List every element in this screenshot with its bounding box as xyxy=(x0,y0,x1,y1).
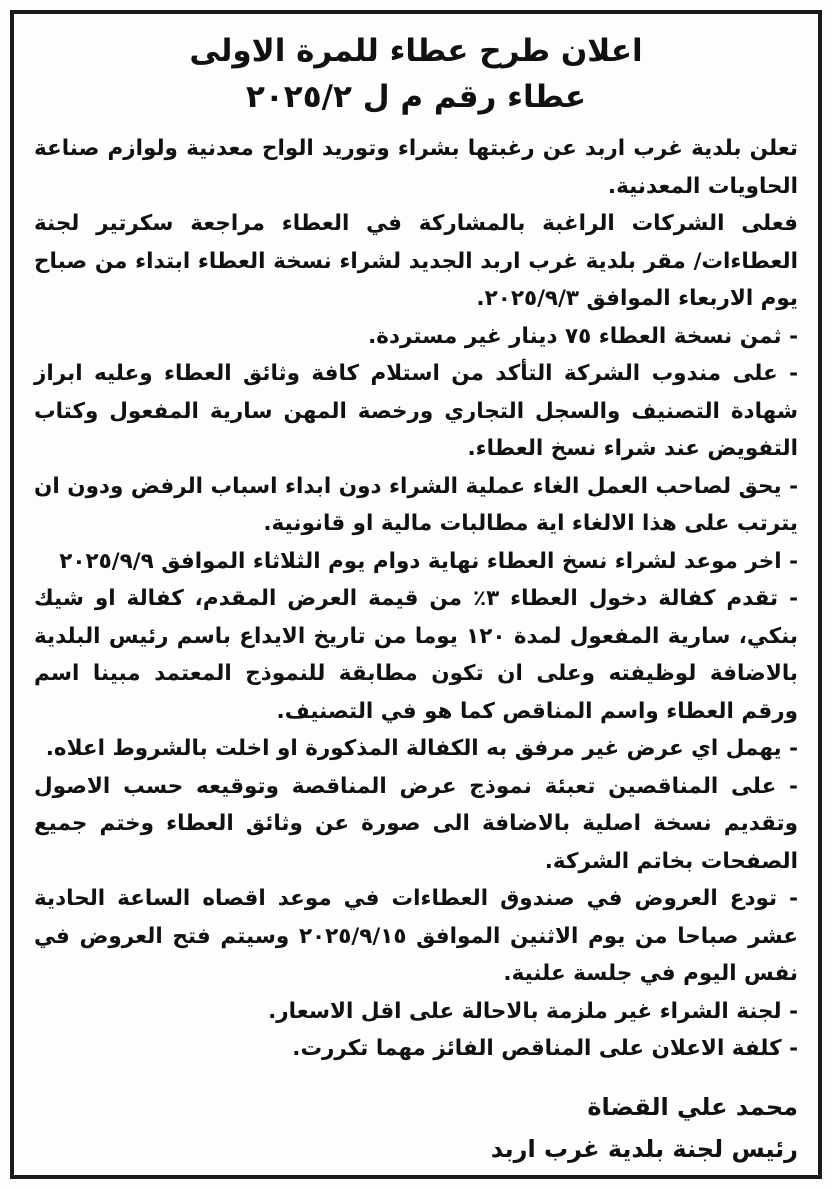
condition-item: - ثمن نسخة العطاء ٧٥ دينار غير مستردة. xyxy=(368,323,798,349)
tender-number: عطاء رقم م ل ٢٠٢٥/٢ xyxy=(245,79,587,115)
body-paragraph: فعلى الشركات الراغبة بالمشاركة في العطاء مراجعة سكرتير لجنة العطاءات/ مقر بلدية غرب اربد الجديد لشراء نسخة العطاء ابتداء من صباح يوم الاربعاء الموافق ٢٠٢٥/٩/٣. xyxy=(34,211,798,311)
condition-item: - كلفة الاعلان على المناقص الفائز مهما تكررت. xyxy=(292,1036,798,1061)
condition-item: - على مندوب الشركة التأكد من استلام كافة وثائق العطاء وعليه ابراز شهادة التصنيف والسجل التجاري ورخصة المهن سارية المفعول وكتاب التفويض عند شراء نسخ العطاء. xyxy=(34,361,798,461)
announcement-content xyxy=(34,28,798,1170)
signatory-role: رئيس لجنة بلدية غرب اربد xyxy=(490,1134,798,1163)
condition-item: - يهمل اي عرض غير مرفق به الكفالة المذكورة او اخلت بالشروط اعلاه. xyxy=(45,736,798,761)
condition-item: - اخر موعد لشراء نسخ العطاء نهاية دوام يوم الثلاثاء الموافق ٢٠٢٥/٩/٩ xyxy=(59,548,798,574)
body-paragraph: تعلن بلدية غرب اربد عن رغبتها بشراء وتوريد الواح معدنية ولوازم صناعة الحاويات المعدنية. xyxy=(34,136,798,199)
announcement-body xyxy=(34,130,798,1068)
announcement-title: اعلان طرح عطاء للمرة الاولى xyxy=(189,33,643,69)
condition-item: - لجنة الشراء غير ملزمة بالاحالة على اقل الاسعار. xyxy=(268,998,798,1024)
signature-block xyxy=(34,1086,798,1170)
signatory-name: محمد علي القضاة xyxy=(587,1092,798,1121)
condition-item: - تودع العروض في صندوق العطاءات في موعد اقصاه الساعة الحادية عشر صباحا من يوم الاثنين الموافق ٢٠٢٥/٩/١٥ وسيتم فتح العروض في نفس اليوم في جلسة علنية. xyxy=(34,886,799,986)
condition-item: - على المناقصين تعبئة نموذج عرض المناقصة وتوقيعه حسب الاصول وتقديم نسخة اصلية بالاضافة الى صورة عن وثائق العطاء وختم جميع الصفحات بخاتم الشركة. xyxy=(34,773,798,874)
condition-item: - يحق لصاحب العمل الغاء عملية الشراء دون ابداء اسباب الرفض ودون ان يترتب على هذا الالغاء اية مطالبات مالية او قانونية. xyxy=(34,473,798,536)
condition-item: - تقدم كفالة دخول العطاء ٣٪ من قيمة العرض المقدم، كفالة او شيك بنكي، سارية المفعول لمدة ١٢٠ يوما من تاريخ الايداع باسم رئيس البلدية بالاضافة لوظيفته وعلى ان تكون مطابقة للنموذج المعتمد مبينا اسم ورقم العطاء واسم المناقص كما هو في التصنيف. xyxy=(34,586,799,724)
